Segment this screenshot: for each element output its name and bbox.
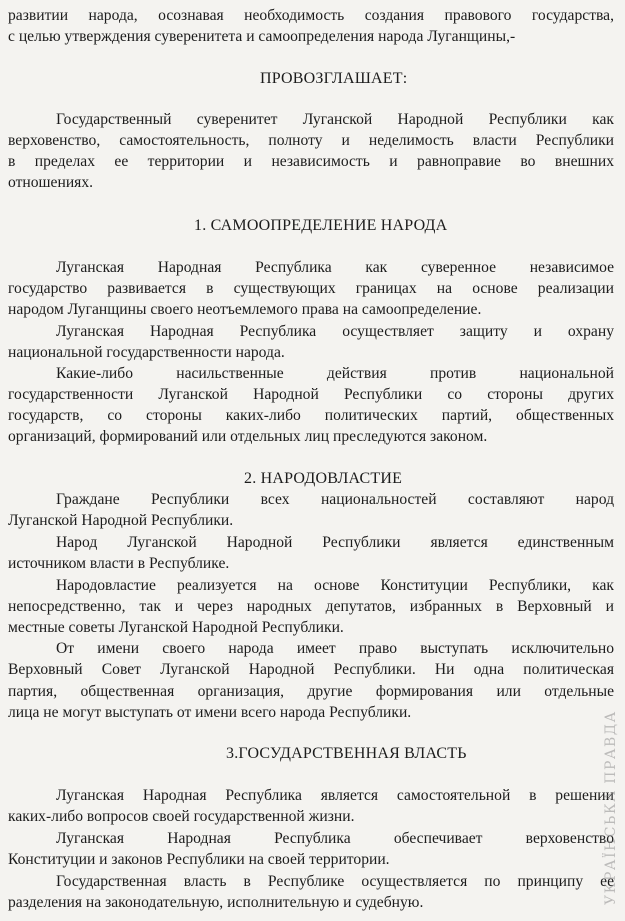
section-1-title: 1. САМООПРЕДЕЛЕНИЕ НАРОДА (194, 217, 448, 234)
paragraph-line: непосредственно, так и через народных депутатов, избранных в Верховный и (8, 598, 614, 615)
paragraph-line: национальной государственности народа. (8, 344, 285, 361)
paragraph-line: разделения на законодательную, исполнительную и судебную. (8, 894, 424, 911)
paragraph-line: партия, общественная организация, другие формирования или отдельные (8, 683, 614, 700)
paragraph-line: Луганской Народной Республики. (8, 512, 234, 529)
intro-line: развитии народа, осознавая необходимость создания правового государства, (8, 7, 614, 24)
paragraph-line: народом Луганщины своего неотъемлемого права на самоопределение. (8, 301, 482, 318)
paragraph-line: местные советы Луганской Народной Республики. (8, 619, 344, 636)
section-3-title: 3.ГОСУДАРСТВЕННАЯ ВЛАСТЬ (226, 745, 467, 762)
paragraph-line: Луганская Народная Республика как суверенное независимое (56, 259, 614, 276)
paragraph-line: источником власти в Республике. (8, 555, 230, 572)
paragraph-line: Граждане Республики всех национальностей составляют народ (56, 491, 614, 508)
paragraph-line: государство развивается в существующих границах на основе реализации (8, 280, 614, 297)
paragraph-line: отношениях. (8, 174, 94, 191)
publisher-watermark: УКРАЇНСЬКА ПРАВДА (603, 710, 619, 905)
paragraph-line: Луганская Народная Республика обеспечивает верховенство (56, 830, 614, 847)
paragraph-line: лица не могут выступать от имени всего народа Республики. (8, 704, 412, 721)
paragraph-line: Верховный Совет Луганской Народной Республики. Ни одна политическая (8, 661, 614, 678)
section-2-title: 2. НАРОДОВЛАСТИЕ (244, 470, 403, 487)
paragraph-line: Государственный суверенитет Луганской Народной Республики как (56, 111, 614, 128)
paragraph-line: Луганская Народная Республика осуществляет защиту и охрану (56, 323, 614, 340)
paragraph-line: От имени своего народа имеет право выступать исключительно (56, 640, 614, 657)
paragraph-line: государств, со стороны каких-либо политических партий, общественных (8, 407, 614, 424)
paragraph-line: Государственная власть в Республике осуществляется по принципу ее (56, 873, 614, 890)
paragraph-line: в пределах ее территории и независимость и равноправие во внешних (8, 153, 614, 170)
paragraph-line: Луганская Народная Республика является самостоятельной в решении (56, 787, 614, 804)
paragraph-line: Конституции и законов Республики на своей территории. (8, 851, 390, 868)
intro-line: с целью утверждения суверенитета и самоопределения народа Луганщины,- (8, 28, 516, 45)
paragraph-line: верховенство, самостоятельность, полноту и неделимость власти Республики (8, 132, 614, 149)
paragraph-line: Какие-либо насильственные действия против национальной (56, 365, 614, 382)
paragraph-line: каких-либо вопросов своей государственной жизни. (8, 808, 355, 825)
paragraph-line: государственности Луганской Народной Республики со стороны других (8, 386, 614, 403)
paragraph-line: Народовластие реализуется на основе Конституции Республики, как (56, 577, 614, 594)
proclaims-heading: ПРОВОЗГЛАШАЕТ: (260, 70, 408, 87)
paragraph-line: организаций, формирований или отдельных лиц преследуются законом. (8, 428, 488, 445)
paragraph-line: Народ Луганской Народной Республики является единственным (56, 534, 614, 551)
